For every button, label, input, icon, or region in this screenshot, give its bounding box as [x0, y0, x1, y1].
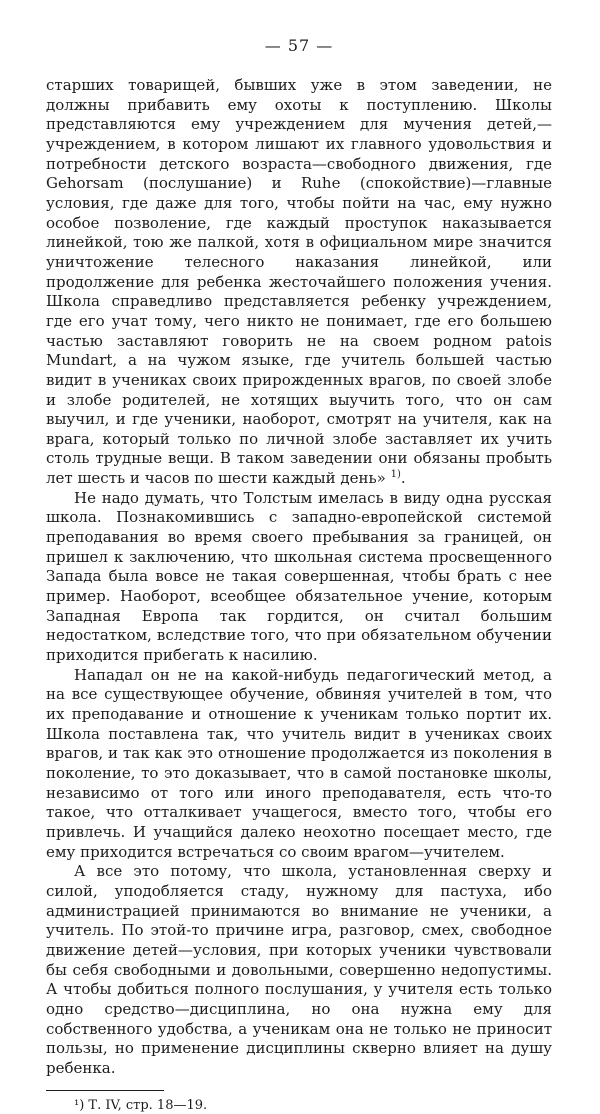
- page-number: — 57 —: [264, 36, 334, 55]
- paragraph: старших товарищей, бывших уже в этом заведении, не должны прибавить ему охоты к поступлению. Школы представляются ему учреждением для мучения детей,—учреждением, в котором лишают их главного удовольствия и потребности детского возраста—свободного движения, где Gehorsam (послушание) и Ruhe (спокойствие)—главные условия, где даже для того, чтобы пойти на час, ему нужно особое позволение, где каждый проступок наказывается линейкой, тою же палкой, хотя в официальном мире значится уничтожение телесного наказания линейкой, или продолжение для ребенка жесточайшего положения учения. Школа справедливо представляется ребенку учреждением, где его учат тому, чего никто не понимает, где его большею частью заставляют говорить не на своем родном patois Mundart, а на чужом языке, где учитель большей частью видит в учениках своих прирожденных врагов, по своей злобе и злобе родителей, не хотящих выучить того, что он сам выучил, и где ученики, наоборот, смотрят на учителя, как на врага, который только по личной злобе заставляет их учить столь трудные вещи. В таком заведении они обязаны пробыть лет шесть и часов по шести каждый день» $^{1)}$.: [46, 76, 552, 488]
- page: [46, 36, 552, 1114]
- paragraph: Нападал он не на какой-нибудь педагогический метод, а на все существующее обучение, обвиняя учителей в том, что их преподавание и отношение к ученикам только портит их. Школа поставлена так, что учитель видит в учениках своих врагов, и так как это отношение продолжается из поколения в поколение, то это доказывает, что в самой постановке школы, независимо от того или иного преподавателя, есть что-то такое, что отталкивает учащегося, вместо того, чтобы его привлечь. И учащийся далеко неохотно посещает место, где ему приходится встречаться со своим врагом—учителем.: [46, 665, 552, 861]
- footnote-divider: [46, 1090, 164, 1091]
- paragraph: А все это потому, что школа, установленная сверху и силой, уподобляется стаду, нужному для пастуха, ибо администрацией принимаются во внимание не ученики, а учитель. По этой-то причине игра, разговор, смех, свободное движение детей—условия, при которых ученики чувствовали бы себя свободными и довольными, совершенно недопустимы. А чтобы добиться полного послушания, у учителя есть только одно средство—дисциплина, но она нужна ему для собственного удобства, а ученикам она не только не приносит пользы, но применение дисциплины скверно влияет на душу ребенка.: [46, 862, 552, 1077]
- footnote-reference: 1): [390, 469, 401, 481]
- paragraph: Не надо думать, что Толстым имелась в виду одна русская школа. Познакомившись с западно-европейской системой преподавания во время своего пребывания за границей, он пришел к заключению, что школьная система просвещенного Запада была вовсе не такая совершенная, чтобы брать с нее пример. Наоборот, всеобщее обязательное учение, которым Западная Европа так гордится, он считал большим недостатком, вследствие того, что при обязательном обучении приходится прибегать к насилию.: [46, 488, 552, 665]
- paragraph-text: старших товарищей, бывших уже в этом заведении, не должны прибавить ему охоты к поступлению. Школы представляются ему учреждением для мучения детей,—учреждением, в котором лишают их главного удовольствия и потребности детского возраста—свободного движения, где Gehorsam (послушание) и Ruhe (спокойствие)—главные условия, где даже для того, чтобы пойти на час, ему нужно особое позволение, где каждый проступок наказывается линейкой, тою же палкой, хотя в официальном мире значится уничтожение телесного наказания линейкой, или продолжение для ребенка жесточайшего положения учения. Школа справедливо представляется ребенку учреждением, где его учат тому, чего никто не понимает, где его большею частью заставляют говорить не на своем родном patois Mundart, а на чужом языке, где учитель большей частью видит в учениках своих прирожденных врагов, по своей злобе и злобе родителей, не хотящих выучить того, что он сам выучил, и где ученики, наоборот, смотрят на учителя, как на врага, который только по личной злобе заставляет их учить столь трудные вещи. В таком заведении они обязаны пробыть лет шесть и часов по шести каждый день»: [46, 76, 552, 488]
- body-text: [46, 76, 552, 1078]
- footnote: ¹) Т. IV, стр. 18—19.: [74, 1098, 208, 1114]
